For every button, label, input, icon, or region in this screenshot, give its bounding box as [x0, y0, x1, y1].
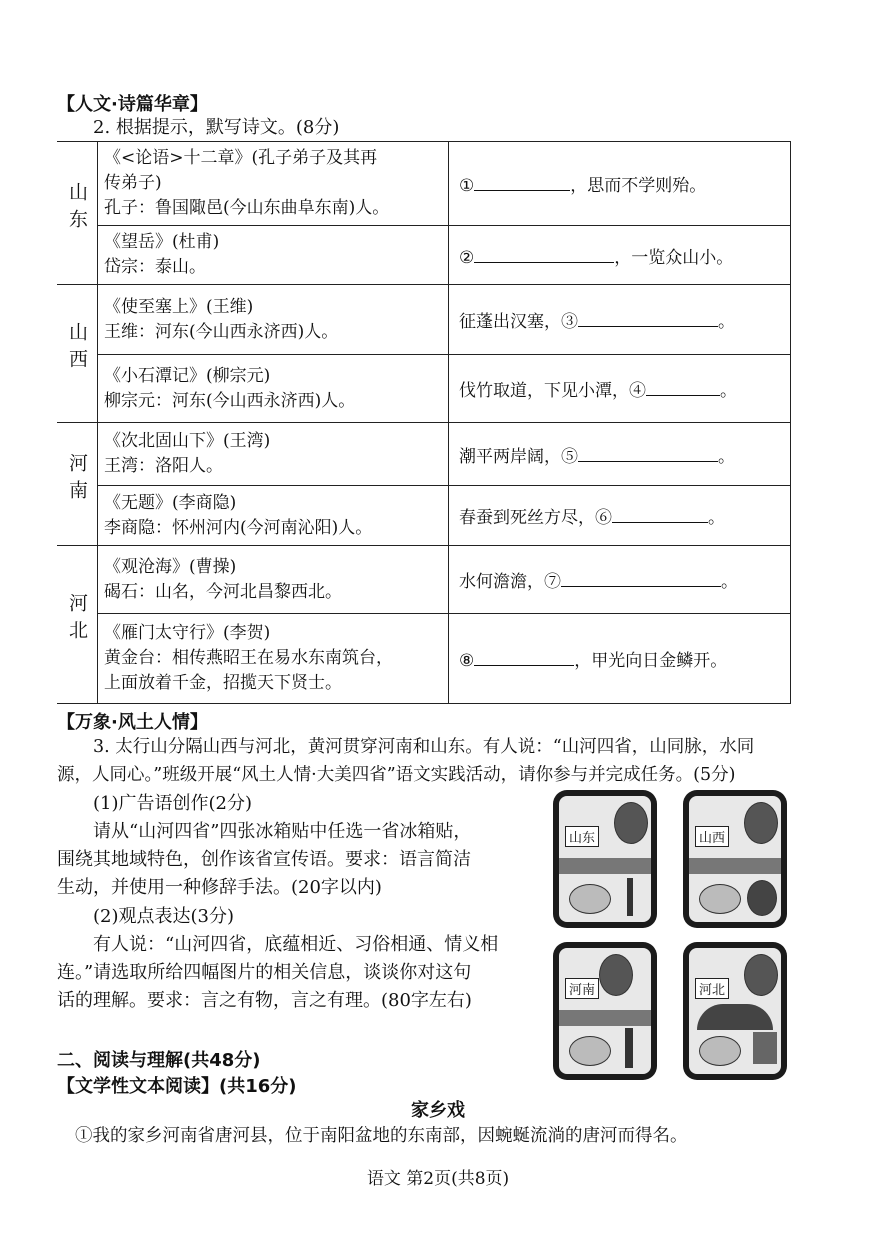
answer-blank-4[interactable]	[646, 377, 720, 396]
fill-blank-cell	[449, 486, 791, 546]
poem-table	[57, 141, 791, 704]
fridge-label: 河南	[565, 978, 599, 999]
blank-prefix: ②	[459, 247, 475, 268]
fridge-magnet-hebei	[683, 942, 787, 1080]
poem-note: 岱宗：泰山。	[104, 257, 206, 277]
fill-blank-cell	[449, 614, 791, 704]
poem-info-cell	[98, 614, 449, 704]
pillar-icon	[625, 1028, 633, 1068]
section-header-humanities: 【人文·诗篇华章】	[57, 94, 208, 115]
noodle-icon	[699, 884, 741, 914]
food-icon	[699, 1036, 741, 1066]
answer-blank-7[interactable]	[561, 568, 721, 587]
blank-suffix: ，思而不学则殆。	[570, 176, 707, 196]
figure-icon	[744, 954, 778, 996]
subquestion-1-text: 请从“山河四省”四张冰箱贴中任选一省冰箱贴，	[93, 821, 472, 842]
blank-suffix: ，一览众山小。	[614, 247, 734, 268]
poem-note: 王湾：洛阳人。	[104, 456, 223, 476]
article-paragraph-1: ①我的家乡河南省唐河县，位于南阳盆地的东南部，因蜿蜒流淌的唐河而得名。	[75, 1126, 688, 1146]
blank-prefix: ①	[459, 176, 475, 196]
poem-title: 《无题》(李商隐)	[104, 492, 237, 513]
fridge-magnet-images	[553, 790, 791, 1086]
section-header-customs: 【万象·风土人情】	[57, 712, 208, 733]
fill-blank-cell	[449, 142, 791, 226]
poem-note: 王维：河东(今山西永济西)人。	[104, 321, 339, 342]
grain-icon	[753, 1032, 777, 1064]
footer-wrap	[0, 1164, 876, 1189]
poem-info-cell	[98, 546, 449, 614]
subquestion-2-text: 有人说：“山河四省，底蕴相近、习俗相通、情义相	[93, 934, 499, 955]
poem-note: 柳宗元：河东(今山西永济西)人。	[104, 390, 356, 411]
poem-title: 《雁门太守行》(李贺)	[104, 623, 271, 643]
blank-suffix: ，甲光向日金鳞开。	[574, 651, 728, 671]
section-subheader-literary: 【文学性文本阅读】(共16分)	[57, 1076, 297, 1097]
food-icon	[569, 884, 611, 914]
poem-note: 碣石：山名，今河北昌黎西北。	[104, 581, 342, 602]
blank-suffix: 。	[720, 381, 737, 401]
province-label: 山东	[66, 181, 88, 236]
blank-suffix: 。	[721, 572, 738, 592]
poem-title: 《望岳》(杜甫)	[104, 232, 220, 252]
answer-blank-1[interactable]	[474, 172, 570, 191]
province-label: 河北	[66, 593, 88, 647]
figure-icon	[614, 802, 648, 844]
blank-prefix: 潮平两岸阔，⑤	[459, 446, 578, 467]
jar-icon	[747, 880, 777, 916]
figure-icon	[744, 802, 778, 844]
blank-suffix: 。	[718, 312, 735, 332]
poem-title: 《使至塞上》(王维)	[104, 296, 254, 317]
poem-info-cell	[98, 355, 449, 423]
blank-suffix: 。	[708, 508, 725, 528]
subquestion-2-text: 话的理解。要求：言之有物，言之有理。(80字左右)	[57, 990, 472, 1011]
fill-blank-cell	[449, 226, 791, 285]
answer-blank-2[interactable]	[474, 244, 614, 263]
question-3-line2: 源，人同心。”班级开展“风土人情·大美四省”语文实践活动，请你参与并完成任务。(5分)	[57, 765, 736, 785]
poem-info-cell	[98, 486, 449, 546]
poem-info-cell	[98, 226, 449, 285]
river-icon	[689, 858, 781, 874]
figure-icon	[599, 954, 633, 996]
river-icon	[559, 858, 651, 874]
blank-prefix: ⑧	[459, 651, 475, 671]
poem-info-cell	[98, 423, 449, 486]
fill-blank-cell	[449, 355, 791, 423]
province-cell	[57, 142, 98, 285]
answer-blank-6[interactable]	[612, 504, 708, 523]
article-title: 家乡戏	[411, 1100, 465, 1121]
fridge-label: 河北	[695, 978, 729, 999]
poem-note-cont: 上面放着千金，招揽天下贤士。	[104, 673, 342, 693]
province-label: 河南	[66, 452, 88, 507]
poem-title: 《次北固山下》(王湾)	[104, 431, 271, 451]
poem-title-cont: 传弟子)	[104, 173, 162, 193]
poem-info-cell	[98, 142, 449, 226]
subquestion-2-title: (2)观点表达(3分)	[93, 906, 234, 927]
blank-suffix: 。	[718, 446, 735, 467]
poem-note: 李商隐：怀州河内(今河南沁阳)人。	[104, 517, 373, 538]
province-cell	[57, 423, 98, 546]
fridge-magnet-henan	[553, 942, 657, 1080]
answer-blank-5[interactable]	[578, 443, 718, 462]
poem-title: 《小石潭记》(柳宗元)	[104, 365, 271, 386]
river-icon	[559, 1010, 651, 1026]
fridge-magnet-shandong	[553, 790, 657, 928]
fill-blank-cell	[449, 546, 791, 614]
poem-note: 孔子：鲁国陬邑(今山东曲阜东南)人。	[104, 198, 390, 218]
poem-title: 《观沧海》(曹操)	[104, 556, 237, 577]
question-2-prompt: 2. 根据提示，默写诗文。(8分)	[93, 117, 340, 138]
food-icon	[569, 1036, 611, 1066]
blank-prefix: 春蚕到死丝方尽，⑥	[459, 508, 612, 528]
province-cell	[57, 285, 98, 423]
subquestion-1-title: (1)广告语创作(2分)	[93, 793, 252, 814]
blank-prefix: 伐竹取道，下见小潭，④	[459, 381, 646, 401]
pillar-icon	[627, 878, 633, 916]
poem-info-cell	[98, 285, 449, 355]
fill-blank-cell	[449, 285, 791, 355]
section-header-reading: 二、阅读与理解(共48分)	[57, 1050, 261, 1071]
question-3-line1: 3. 太行山分隔山西与河北，黄河贯穿河南和山东。有人说：“山河四省，山同脉，水同	[93, 737, 755, 757]
page-footer: 语文 第2页(共8页)	[366, 1169, 510, 1189]
subquestion-2-text: 连。”请选取所给四幅图片的相关信息，谈谈你对这句	[57, 962, 472, 983]
answer-blank-3[interactable]	[578, 308, 718, 327]
bridge-icon	[697, 1004, 773, 1030]
fridge-label: 山西	[695, 826, 729, 847]
province-cell	[57, 546, 98, 704]
subquestion-1-text: 生动，并使用一种修辞手法。(20字以内)	[57, 877, 382, 898]
fill-blank-cell	[449, 423, 791, 486]
province-label: 山西	[66, 322, 88, 376]
blank-prefix: 水何澹澹，⑦	[459, 572, 561, 592]
fridge-label: 山东	[565, 826, 599, 847]
blank-prefix: 征蓬出汉塞，③	[459, 312, 578, 332]
article-title-wrap	[0, 1096, 876, 1122]
subquestion-1-text: 围绕其地域特色，创作该省宣传语。要求：语言简洁	[57, 849, 471, 870]
fridge-magnet-shanxi	[683, 790, 787, 928]
answer-blank-8[interactable]	[474, 647, 574, 666]
poem-note: 黄金台：相传燕昭王在易水东南筑台，	[104, 648, 393, 668]
poem-title: 《<论语>十二章》(孔子弟子及其再	[104, 148, 378, 168]
